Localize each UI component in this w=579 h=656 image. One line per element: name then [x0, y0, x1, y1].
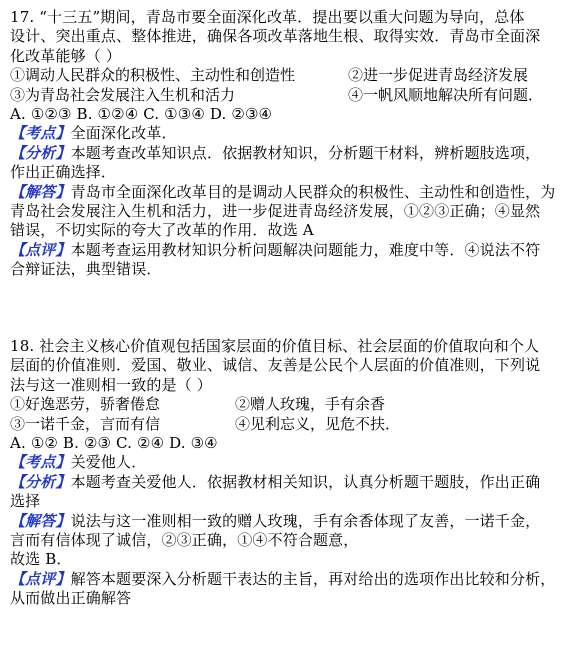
q18-jieda-tag: 【解答】	[10, 511, 71, 530]
q17-dianping-tag: 【点评】	[10, 240, 71, 259]
q17-stem-line-3: 化改革能够（ ）	[10, 46, 121, 65]
q18-options-row-1	[10, 395, 575, 414]
q17-option-4: ④一帆风顺地解决所有问题．	[348, 85, 544, 104]
question-17	[10, 8, 575, 280]
q17-options-row-1	[10, 66, 575, 85]
question-18	[10, 337, 575, 609]
q18-jieda-line-3: 故选 B．	[10, 550, 72, 569]
q18-dianping-text-1: 解答本题要深入分析题干表达的主旨，再对给出的选项作出比较和分析，	[70, 569, 556, 588]
q18-fenxi-text-1: 本题考查关爱他人．依据教材相关知识，认真分析题干题肢，作出正确	[70, 472, 541, 491]
q17-stem-line-1: 17. “十三五”期间，青岛市要全面深化改革．提出要以重大问题为导向，总体	[10, 8, 525, 26]
q18-jieda-line-1	[10, 512, 575, 531]
q17-fenxi-line-2: 作出正确选择．	[10, 163, 117, 182]
q17-option-1: ①调动人民群众的积极性、主动性和创造性	[10, 66, 296, 85]
q18-stem-line-3: 法与这一准则相一致的是（ ）	[10, 375, 212, 394]
q18-dianping-line-1	[10, 570, 575, 589]
q18-kaodian-text: 关爱他人．	[70, 453, 147, 472]
q17-jieda-line-2: 青岛社会发展注入生机和活力，进一步促进青岛经济发展，①②③正确；④显然	[10, 202, 541, 221]
q18-kaodian	[10, 453, 575, 472]
q17-dianping-line-1	[10, 241, 575, 260]
q18-fenxi-line-1	[10, 473, 575, 492]
q17-jieda-line-1	[10, 183, 575, 202]
q18-dianping-line-2: 从而做出正确解答	[10, 589, 132, 608]
q18-option-1: ①好逸恶劳，骄奢倦怠	[10, 395, 161, 414]
q17-kaodian-tag: 【考点】	[10, 124, 71, 143]
q18-choices: A. ①② B. ②③ C. ②④ D. ③④	[10, 434, 218, 453]
q17-dianping-text-1: 本题考查运用教材知识分析问题解决问题能力，难度中等．④说法不符	[70, 240, 541, 259]
q18-option-2: ②赠人玫瑰，手有余香	[235, 395, 386, 414]
q18-options-row-2	[10, 415, 575, 434]
q18-kaodian-tag: 【考点】	[10, 453, 71, 472]
q18-option-4: ④见利忘义，见危不扶．	[235, 414, 401, 433]
q18-jieda-line-2: 言而有信体现了诚信，②③正确，①④不符合题意，	[10, 531, 359, 550]
q17-option-3: ③为青岛社会发展注入生机和活力	[10, 85, 236, 104]
q17-jieda-line-3: 错误，不切实际的夸大了改革的作用．故选 A	[10, 221, 314, 240]
q18-stem-line-1: 18. 社会主义核心价值观包括国家层面的价值目标、社会层面的价值取向和个人	[10, 337, 540, 355]
q18-stem-line-2: 层面的价值准则．爱国、敬业、诚信、友善是公民个人层面的价值准则，下列说	[10, 356, 541, 375]
q18-dianping-tag: 【点评】	[10, 569, 71, 588]
q17-options-row-2	[10, 86, 575, 105]
q17-option-2: ②进一步促进青岛经济发展	[348, 66, 529, 85]
q18-option-3: ③一诺千金，言而有信	[10, 414, 161, 433]
q17-stem-line-2: 设计、突出重点、整体推进，确保各项改革落地生根、取得实效．青岛市全面深	[10, 27, 541, 46]
q17-fenxi-line-1	[10, 144, 575, 163]
q17-choices: A. ①②③ B. ①②④ C. ①③④ D. ②③④	[10, 105, 273, 124]
q18-fenxi-line-2: 选择	[10, 492, 41, 511]
q17-kaodian-text: 全面深化改革．	[70, 124, 177, 143]
q17-kaodian	[10, 124, 575, 143]
q18-fenxi-tag: 【分析】	[10, 472, 71, 491]
q17-fenxi-text-1: 本题考查改革知识点．依据教材知识，分析题干材料，辨析题肢选项，	[70, 143, 541, 162]
q17-fenxi-tag: 【分析】	[10, 143, 71, 162]
q17-jieda-text-1: 青岛市全面深化改革目的是调动人民群众的积极性、主动性和创造性，为	[70, 182, 556, 201]
q17-dianping-line-2: 合辩证法，典型错误．	[10, 260, 162, 279]
q18-jieda-text-1: 说法与这一准则相一致的赠人玫瑰，手有余香体现了友善，一诺千金，	[70, 511, 541, 530]
q17-jieda-tag: 【解答】	[10, 182, 71, 201]
